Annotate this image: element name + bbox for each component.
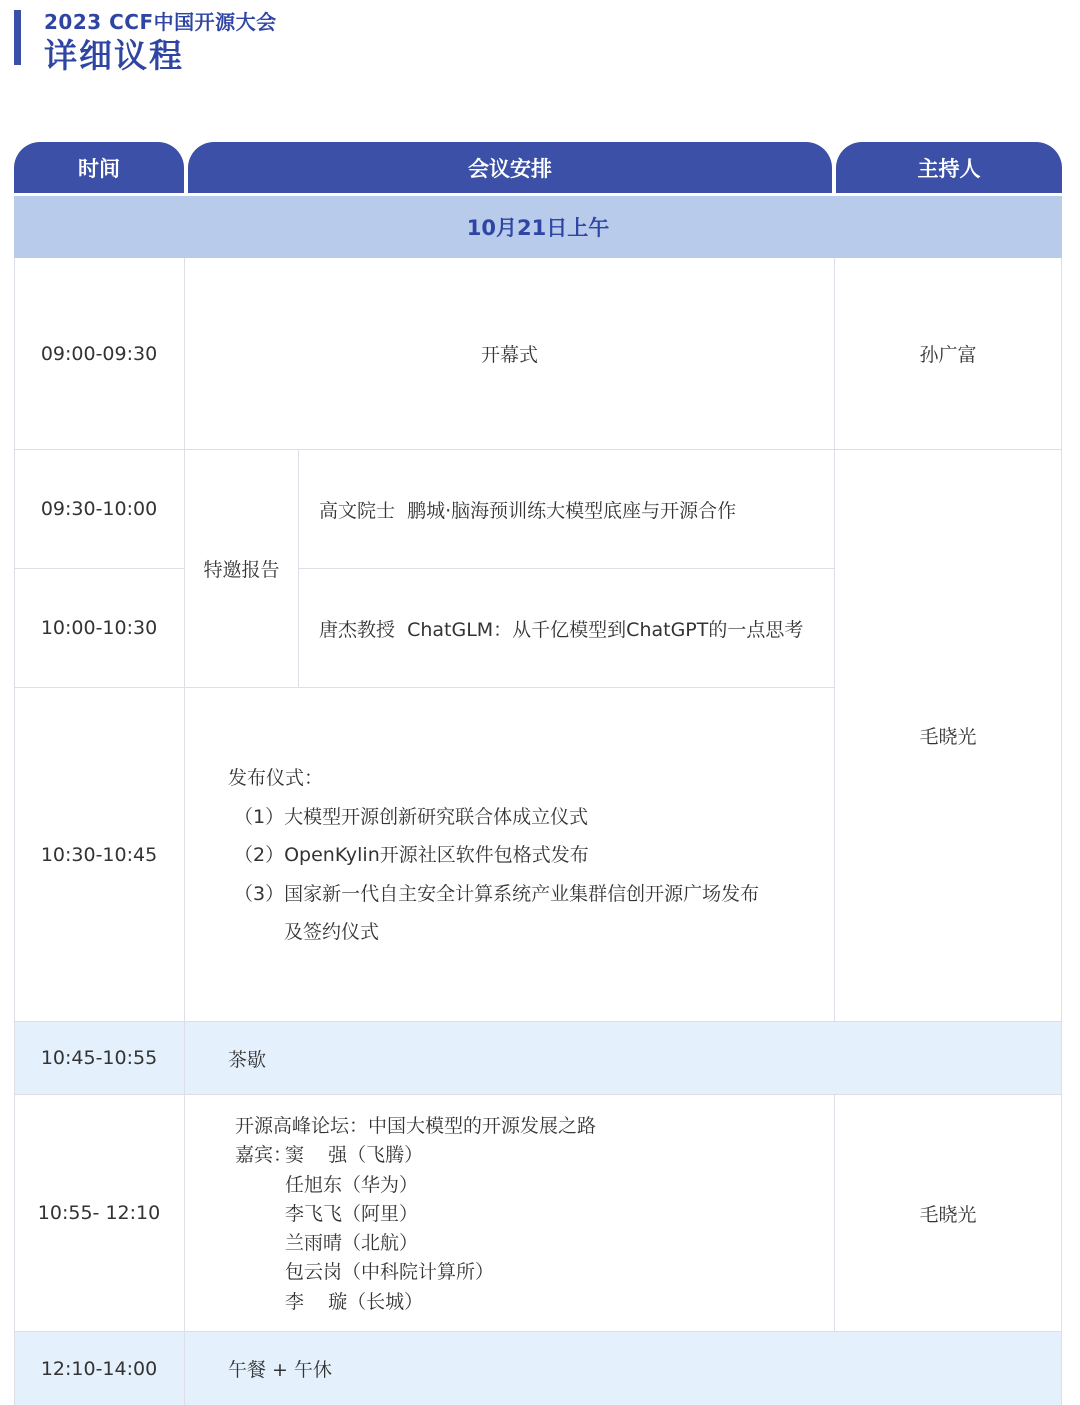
table-left-border	[14, 258, 15, 1405]
time-cell: 12:10-14:00	[14, 1332, 185, 1405]
release-list	[228, 759, 759, 952]
host-cell: 毛晓光	[835, 1095, 1062, 1332]
talk-cell	[299, 569, 835, 688]
time-cell: 10:45-10:55	[14, 1022, 185, 1095]
talk-title: 唐杰教授 ChatGLM：从千亿模型到ChatGPT的一点思考	[319, 618, 804, 641]
conference-name: 2023 CCF中国开源大会	[44, 10, 277, 34]
release-item: （3）国家新一代自主安全计算系统产业集群信创开源广场发布	[234, 882, 760, 905]
guest: 李飞飞（阿里）	[285, 1202, 419, 1225]
column-header-host: 主持人	[836, 142, 1062, 193]
release-item: （1）大模型开源创新研究联合体成立仪式	[234, 805, 589, 828]
release-item: 及签约仪式	[284, 921, 380, 943]
tea-label: 茶歇	[228, 1048, 267, 1071]
header-accent-bar	[14, 10, 21, 65]
host-cell: 孙广富	[835, 258, 1062, 450]
column-header-time: 时间	[14, 142, 184, 193]
time-cell: 10:30-10:45	[14, 688, 185, 1022]
host-cell: 毛晓光	[835, 450, 1062, 1022]
time-cell: 10:00-10:30	[14, 569, 185, 688]
agenda-cell-lunch	[185, 1332, 1062, 1405]
forum-title: 开源高峰论坛：中国大模型的开源发展之路	[235, 1115, 597, 1137]
lunch-label: 午餐 + 午休	[228, 1359, 332, 1381]
guest: 包云岗（中科院计算所）	[285, 1261, 495, 1284]
guest: 兰雨晴（北航）	[285, 1232, 419, 1255]
talk-title: 高文院士 鹏城·脑海预训练大模型底座与开源合作	[319, 499, 737, 522]
page-header	[0, 0, 1080, 90]
time-cell: 10:55- 12:10	[14, 1095, 185, 1332]
agenda-cell-release	[185, 688, 835, 1022]
guests-label: 嘉宾：	[235, 1144, 293, 1167]
agenda-cell-tea	[185, 1022, 1062, 1095]
forum-guests	[235, 1141, 596, 1170]
release-title: 发布仪式：	[228, 767, 324, 789]
agenda-cell-forum	[185, 1095, 835, 1332]
guest: 窦 强（飞腾）	[285, 1144, 424, 1167]
time-cell: 09:00-09:30	[14, 258, 185, 450]
day-heading: 10月21日上午	[14, 196, 1062, 258]
column-header-agenda: 会议安排	[188, 142, 832, 193]
category-cell: 特邀报告	[185, 450, 299, 688]
guest: 李 璇（长城）	[285, 1290, 424, 1313]
guest: 任旭东（华为）	[285, 1173, 419, 1196]
page-title: 详细议程	[44, 36, 184, 75]
forum-details	[235, 1112, 596, 1317]
release-item: （2）OpenKylin开源社区软件包格式发布	[234, 844, 589, 866]
talk-cell	[299, 450, 835, 569]
agenda-cell-opening: 开幕式	[185, 258, 835, 450]
agenda-table	[14, 258, 1062, 1405]
time-cell: 09:30-10:00	[14, 450, 185, 569]
